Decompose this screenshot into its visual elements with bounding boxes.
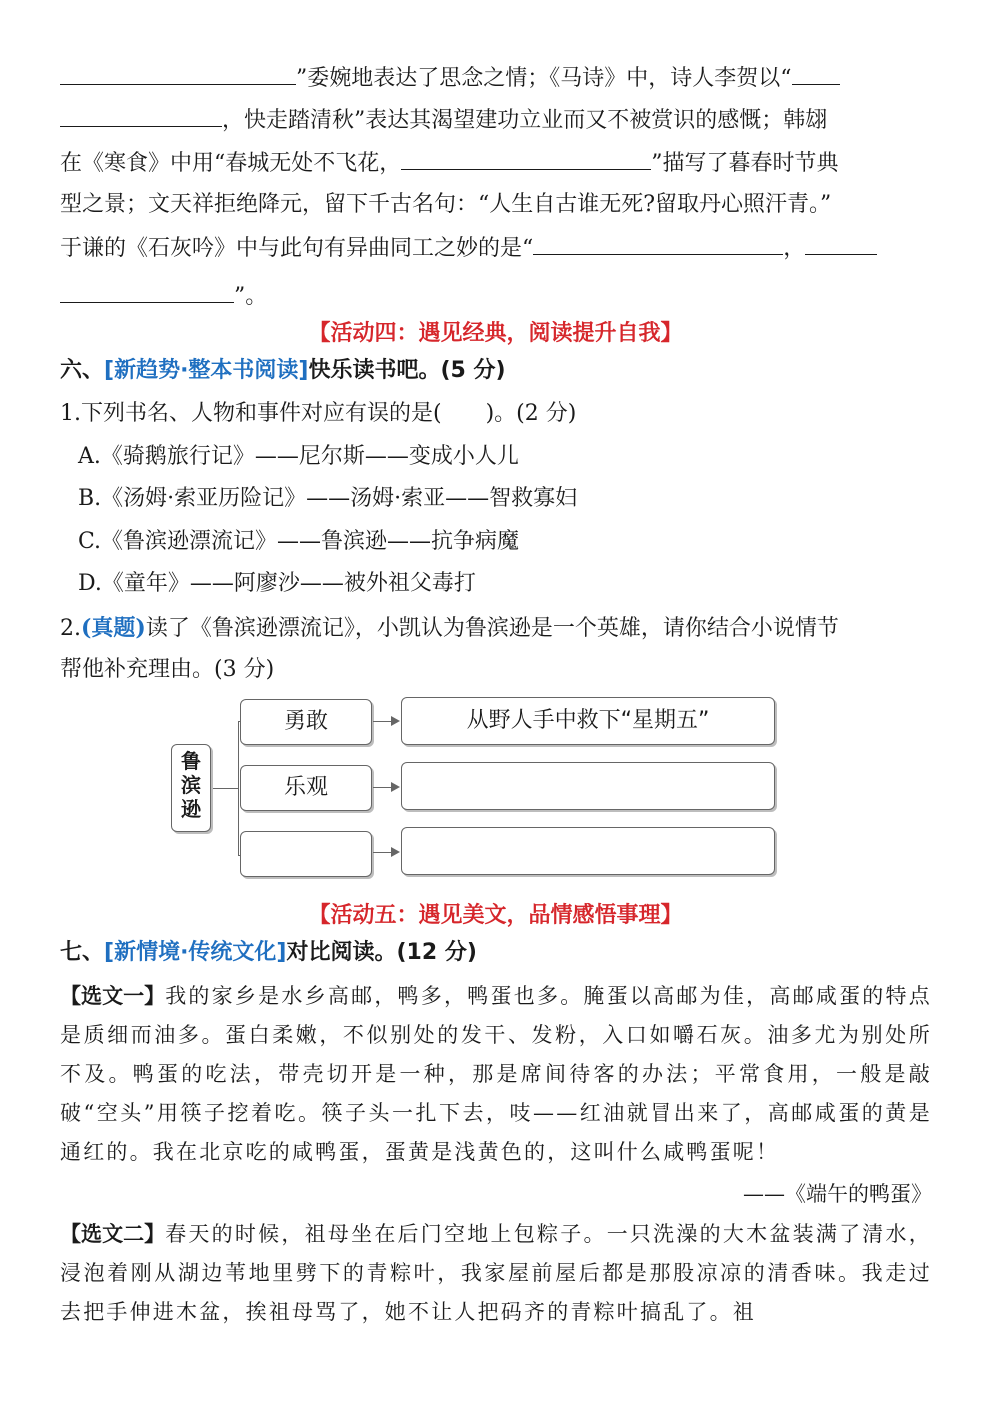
activity-5-heading: 【活动五：遇见美文，品情感悟事理】: [308, 903, 683, 928]
fill-line-6: ”。: [60, 280, 932, 312]
reason-box-1: 从野人手中救下“星期五”: [401, 697, 775, 745]
text-1-label: 【选文一】: [60, 984, 166, 1008]
section-tag: [新情境·传统文化]: [104, 940, 287, 965]
fill-line-5: 于谦的《石灰吟》中与此句有异曲同工之妙的是“ ，: [60, 232, 932, 264]
trait-box-1: 勇敢: [240, 699, 372, 745]
reason-box-3[interactable]: [401, 827, 775, 875]
text-1-body: 我的家乡是水乡高邮，鸭多，鸭蛋也多。腌蛋以高邮为佳，高邮咸蛋的特点是质细而油多。蛋白柔嫩，不似别处的发干、发粉，入口如嚼石灰。油多尤为别处所不及。鸭蛋的吃法，带壳切开是一种，那是席间待客的办法；平常食用，一般是敲破“空头”用筷子挖着吃。筷子头一扎下去，吱——红油就冒出来了，高邮咸蛋的黄是通红的。我在北京吃的咸鸭蛋，蛋黄是浅黄色的，这叫什么咸鸭蛋呢！: [60, 984, 932, 1164]
text-1-source: ——《端午的鸭蛋》: [743, 1182, 932, 1206]
answer-blank[interactable]: [60, 280, 234, 303]
reading-text-2: [60, 1215, 932, 1332]
section-6-heading: 六、[新趋势·整本书阅读]快乐读书吧。(5 分): [60, 358, 506, 383]
q2-stem-line-1: 2.(真题)读了《鲁滨逊漂流记》，小凯认为鲁滨逊是一个英雄，请你结合小说情节: [60, 615, 839, 641]
q1-option-d[interactable]: D.《童年》——阿廖沙——被外祖父毒打: [78, 571, 476, 596]
fill-line-4: 型之景；文天祥拒绝降元，留下千古名句：“人生自古谁无死?留取丹心照汗青。”: [60, 192, 832, 217]
arrow-icon: [391, 716, 400, 726]
reading-text-1: [60, 977, 932, 1172]
connector: [213, 788, 239, 789]
answer-blank[interactable]: [805, 232, 877, 255]
q1-option-c[interactable]: C.《鲁滨逊漂流记》——鲁滨逊——抗争病魔: [78, 529, 520, 554]
text-2-body: 春天的时候，祖母坐在后门空地上包粽子。一只洗澡的大木盆装满了清水，浸泡着刚从湖边苇地里劈下的青粽叶，我家屋前屋后都是那股凉凉的清香味。我走过去把手伸进木盆，挨祖母骂了，她不让人把码齐的青粽叶搞乱了。祖: [60, 1222, 932, 1324]
arrow-line: [373, 852, 391, 853]
q2-tag: (真题): [81, 615, 146, 641]
fill-line-3: 在《寒食》中用“春城无处不飞花， ”描写了暮春时节典: [60, 147, 932, 179]
diagram-root-label: 鲁滨逊: [181, 749, 201, 821]
reason-box-2[interactable]: [401, 762, 775, 810]
arrow-line: [373, 787, 391, 788]
fill-line-2: ，快走踏清秋”表达其渴望建功立业而又不被赏识的感慨；韩翃: [60, 104, 932, 136]
text-2-label: 【选文二】: [60, 1222, 166, 1246]
arrow-icon: [391, 847, 400, 857]
arrow-line: [373, 721, 391, 722]
answer-blank[interactable]: [401, 147, 651, 170]
answer-blank[interactable]: [60, 62, 296, 85]
diagram-root-box: [171, 744, 211, 832]
arrow-icon: [391, 782, 400, 792]
trait-box-2: 乐观: [240, 765, 372, 811]
activity-4-heading: 【活动四：遇见经典，阅读提升自我】: [308, 321, 683, 346]
q1-option-b[interactable]: B.《汤姆·索亚历险记》——汤姆·索亚——智救寡妇: [78, 486, 578, 511]
q1-stem: 1.下列书名、人物和事件对应有误的是( )。(2 分): [60, 401, 577, 426]
section-7-heading: 七、[新情境·传统文化]对比阅读。(12 分): [60, 940, 477, 965]
fill-line-1: ”委婉地表达了思念之情；《马诗》中，诗人李贺以“: [60, 62, 932, 94]
section-tag: [新趋势·整本书阅读]: [104, 358, 309, 383]
q2-stem-line-2: 帮他补充理由。(3 分): [60, 657, 275, 682]
answer-blank[interactable]: [792, 62, 840, 85]
answer-blank[interactable]: [533, 232, 783, 255]
q1-option-a[interactable]: A.《骑鹅旅行记》——尼尔斯——变成小人儿: [78, 444, 519, 469]
trait-box-3[interactable]: [240, 831, 372, 877]
answer-blank[interactable]: [60, 104, 222, 127]
